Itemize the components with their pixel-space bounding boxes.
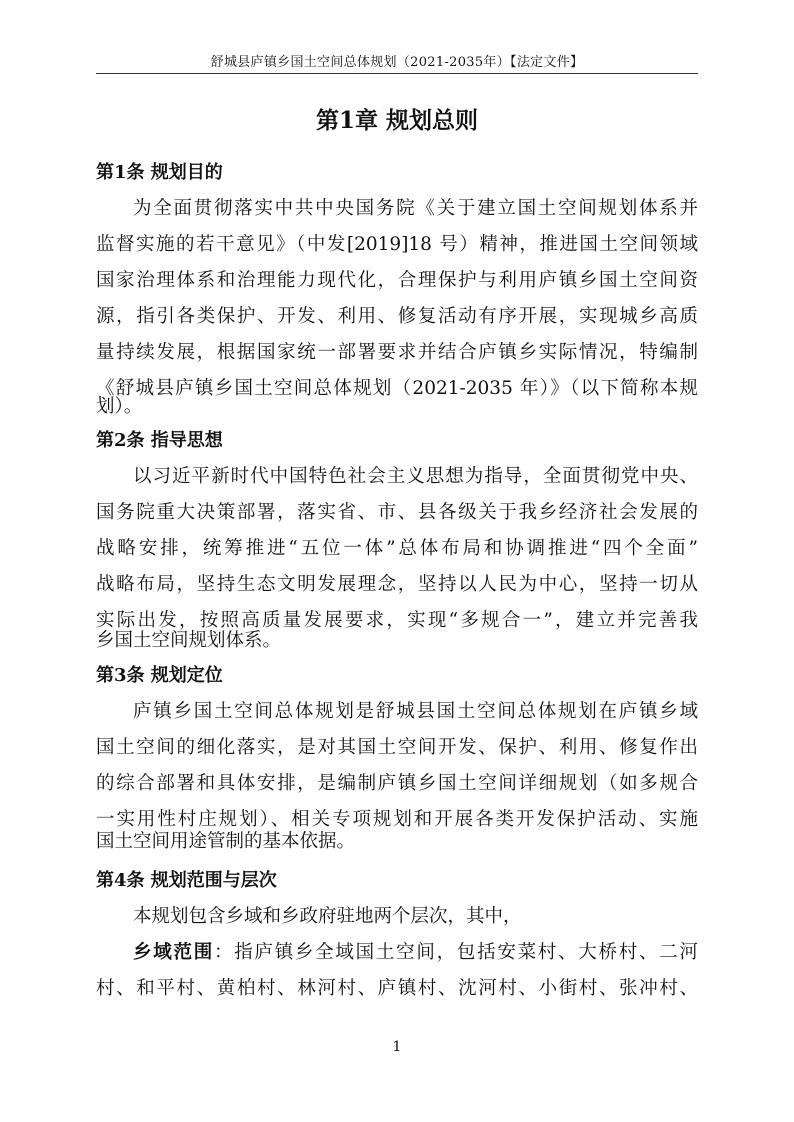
article-2-line-4: 战略布局，坚持生态文明发展理念，坚持以人民为中心，坚持一切从 bbox=[96, 574, 698, 595]
article-2-line-5: 实际出发，按照高质量发展要求，实现“多规合一”，建立并完善我 bbox=[96, 610, 698, 631]
chapter-title: 第1章 规划总则 bbox=[315, 107, 478, 134]
article-3-line-3: 的综合部署和具体安排，是编制庐镇乡国土空间详细规划（如多规合 bbox=[96, 773, 698, 794]
article-3-line-4: 一实用性村庄规划）、相关专项规划和开展各类开发保护活动、实施 bbox=[96, 809, 698, 830]
article-4-line-1: 本规划包含乡域和乡政府驻地两个层次，其中， bbox=[133, 906, 522, 927]
article-2-line-6: 乡国土空间规划体系。 bbox=[96, 630, 282, 651]
article-4-heading: 第4条 规划范围与层次 bbox=[96, 870, 277, 891]
scope-label: 乡域范围 bbox=[133, 942, 214, 963]
article-4-scope-line-1 bbox=[133, 940, 698, 966]
article-1-heading: 第1条 规划目的 bbox=[96, 162, 223, 183]
article-1-line-2: 监督实施的若干意见》（中发[2019]18 号）精神，推进国土空间领域 bbox=[96, 234, 698, 255]
article-1-line-7: 划）。 bbox=[96, 396, 143, 417]
article-1-line-6: 《舒城县庐镇乡国土空间总体规划（2021-2035 年）》（以下简称本规 bbox=[96, 378, 698, 399]
article-1-line-5: 量持续发展，根据国家统一部署要求并结合庐镇乡实际情况，特编制 bbox=[96, 342, 698, 363]
scope-text: ：指庐镇乡全域国土空间，包括安菜村、大桥村、二河 bbox=[213, 942, 698, 963]
article-2-heading: 第2条 指导思想 bbox=[96, 430, 223, 451]
article-2-line-2: 国务院重大决策部署，落实省、市、县各级关于我乡经济社会发展的 bbox=[96, 502, 698, 523]
article-3-line-2: 国土空间的细化落实，是对其国土空间开发、保护、利用、修复作出 bbox=[96, 737, 698, 758]
article-2-line-1: 以习近平新时代中国特色社会主义思想为指导，全面贯彻党中央、 bbox=[133, 466, 698, 487]
article-3-line-5: 国土空间用途管制的基本依据。 bbox=[96, 831, 356, 852]
article-3-line-1: 庐镇乡国土空间总体规划是舒城县国土空间总体规划在庐镇乡域 bbox=[133, 701, 698, 722]
article-1-line-1: 为全面贯彻落实中共中央国务院《关于建立国土空间规划体系并 bbox=[133, 198, 698, 219]
page-header: 舒城县庐镇乡国土空间总体规划（2021-2035年）【法定文件】 bbox=[210, 55, 584, 70]
article-4-scope-line-2: 村、和平村、黄柏村、林河村、庐镇村、沈河村、小街村、张冲村、 bbox=[96, 978, 698, 999]
article-1-line-4: 源，指引各类保护、开发、利用、修复活动有序开展，实现城乡高质 bbox=[96, 306, 698, 327]
page-number: 1 bbox=[392, 1039, 402, 1055]
article-3-heading: 第3条 规划定位 bbox=[96, 665, 223, 686]
article-2-line-3: 战略安排，统筹推进“五位一体”总体布局和协调推进“四个全面” bbox=[96, 538, 698, 559]
header-divider bbox=[96, 73, 698, 74]
article-1-line-3: 国家治理体系和治理能力现代化，合理保护与利用庐镇乡国土空间资 bbox=[96, 270, 698, 291]
